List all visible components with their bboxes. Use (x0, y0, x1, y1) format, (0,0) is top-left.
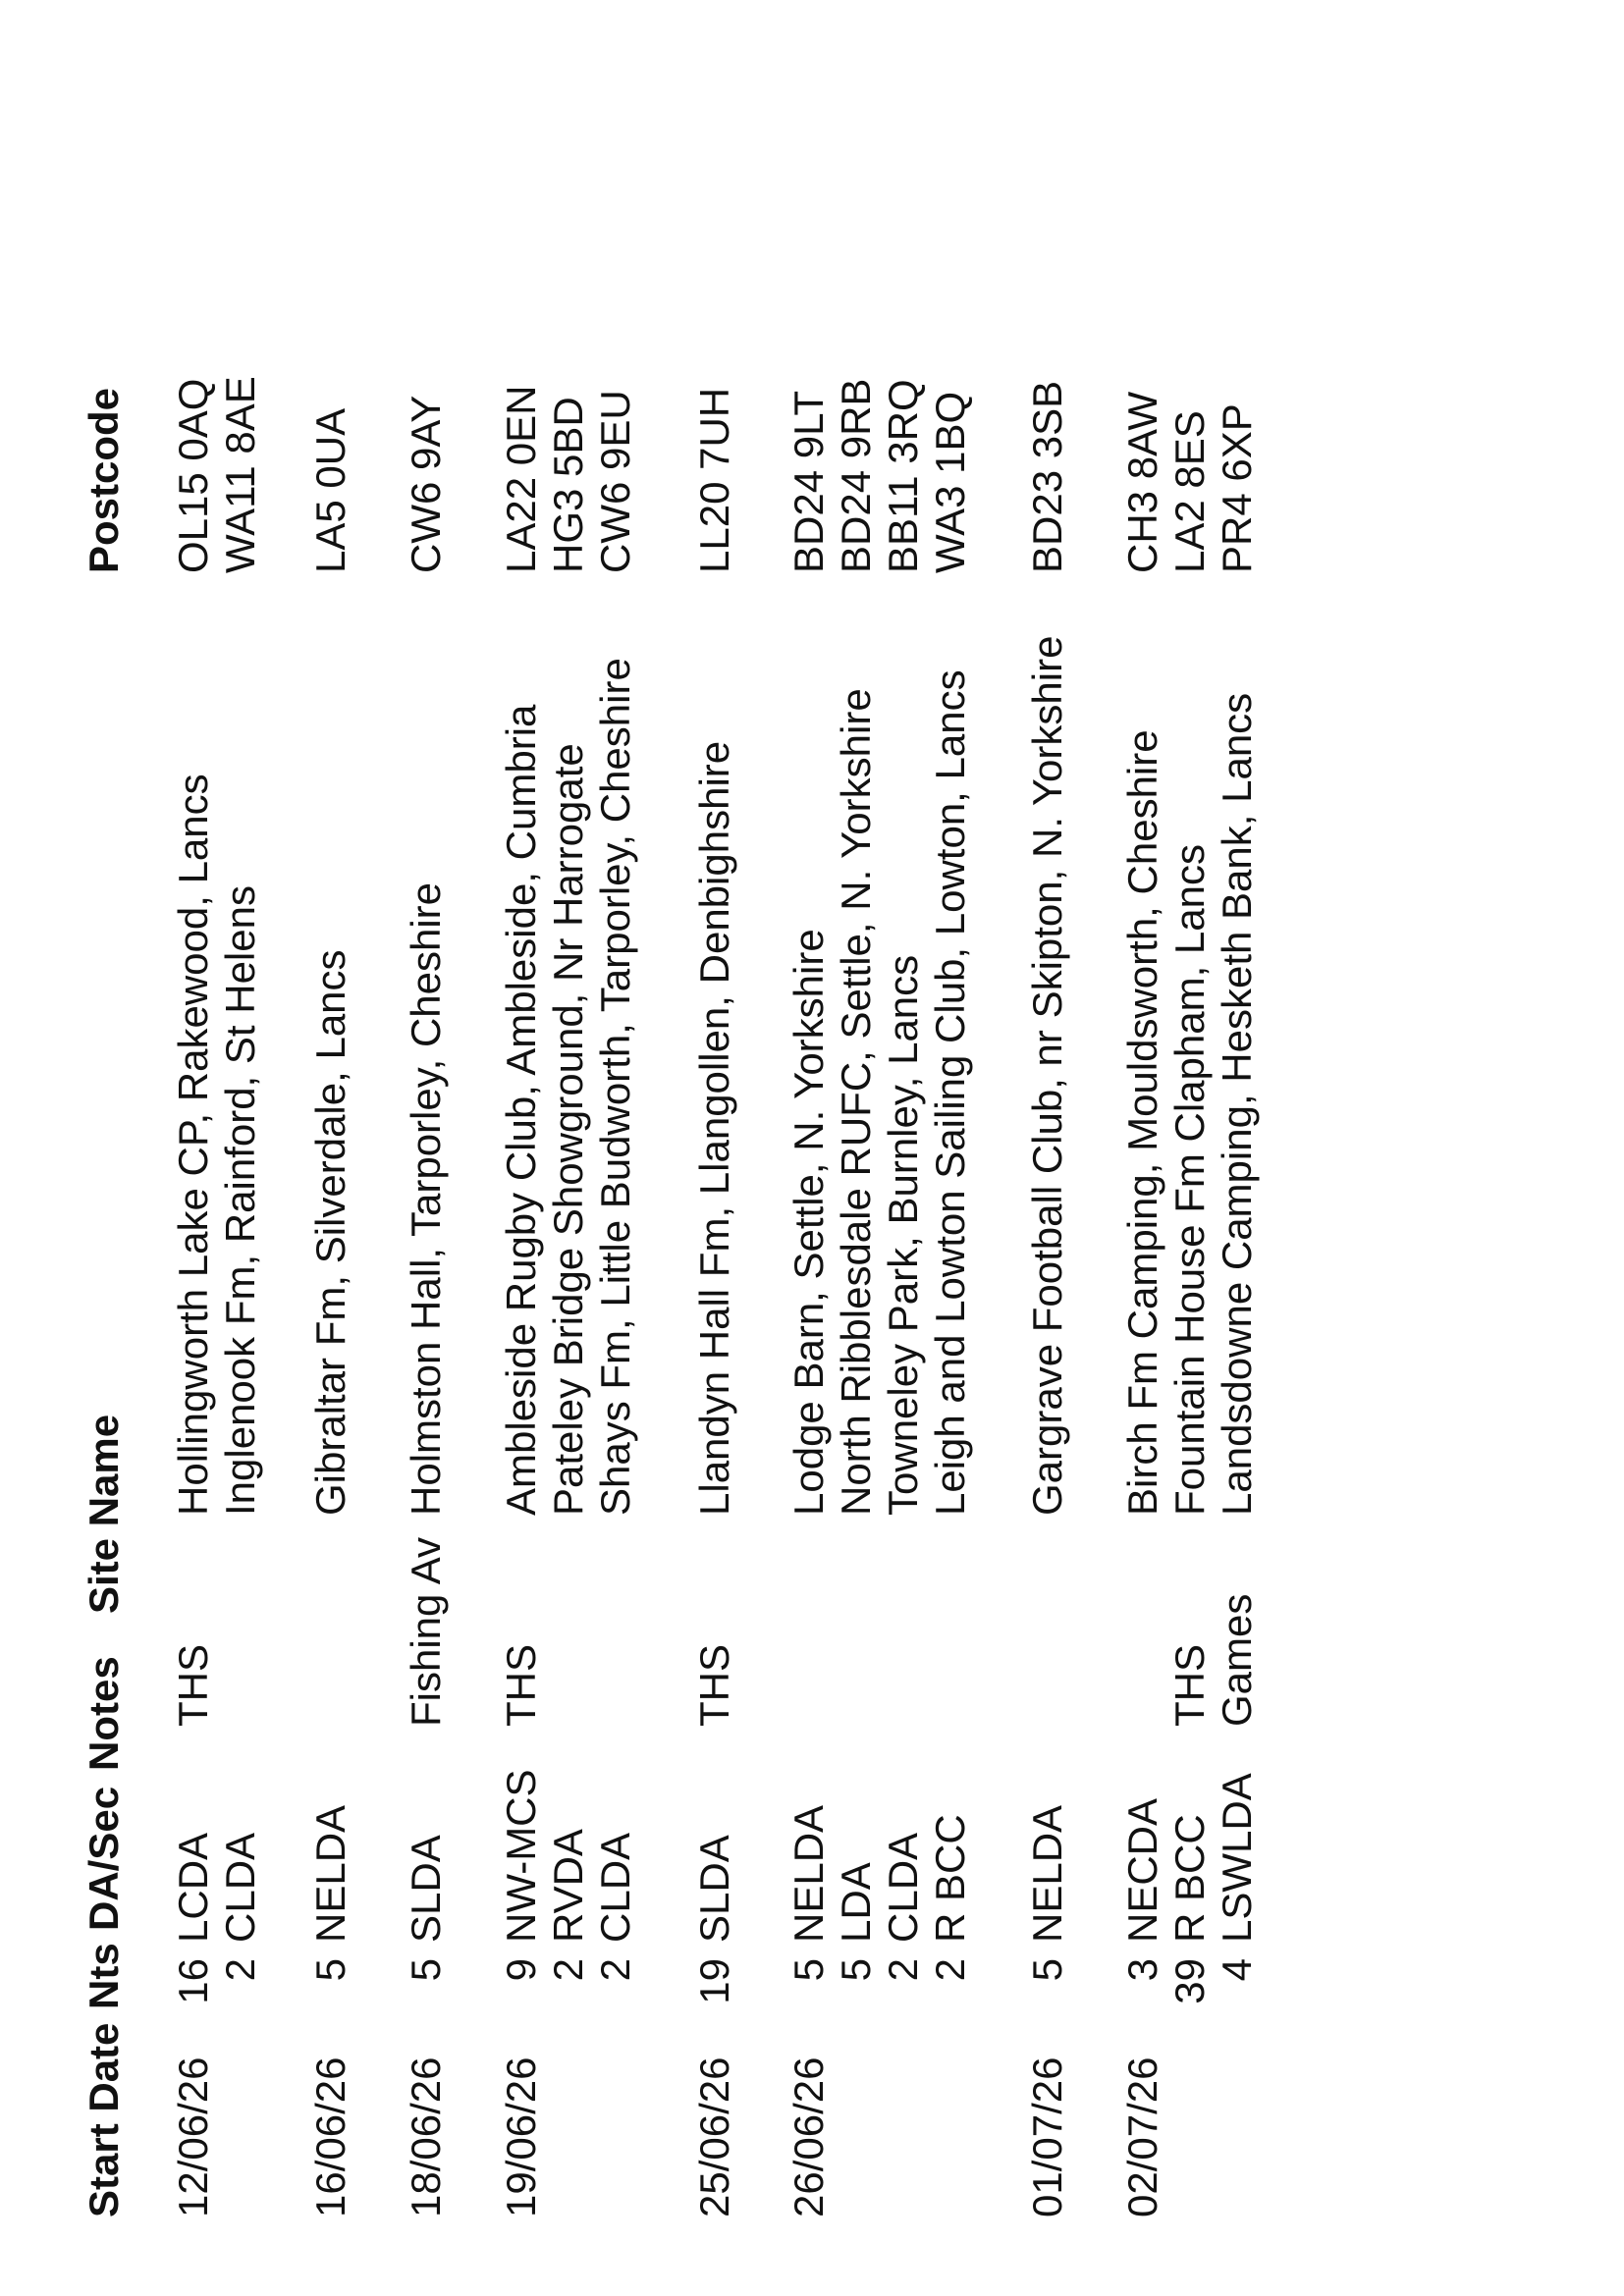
nights: 16 (170, 1958, 216, 2004)
da-section: LCDA (170, 1832, 216, 1943)
da-section: CLDA (592, 1832, 638, 1943)
site-name: Holmston Hall, Tarporley, Cheshire (403, 881, 449, 1516)
site-name: Fountain House Fm Clapham, Lancs (1166, 844, 1213, 1516)
nights: 5 (403, 1958, 449, 1982)
da-section: CLDA (880, 1832, 926, 1943)
start-date: 26/06/26 (785, 2056, 832, 2217)
da-section: NECDA (1119, 1797, 1165, 1943)
nights: 5 (307, 1958, 353, 1982)
notes: THS (498, 1644, 544, 1727)
start-date: 16/06/26 (307, 2056, 353, 2217)
site-name: Shays Fm, Little Budworth, Tarporley, Cheshire (592, 658, 638, 1516)
site-name: North Ribblesdale RUFC, Settle, N. Yorkshire (833, 688, 879, 1516)
nights: 4 (1214, 1958, 1260, 1982)
da-section: NELDA (307, 1804, 353, 1943)
site-name: Llandyn Hall Fm, Llangollen, Denbighshire (691, 740, 737, 1516)
da-section: LSWLDA (1214, 1773, 1260, 1943)
site-name: Hollingworth Lake CP, Rakewood, Lancs (170, 774, 216, 1516)
notes: THS (170, 1644, 216, 1727)
notes: Fishing Av (403, 1537, 449, 1727)
postcode: LL20 7UH (691, 387, 737, 573)
postcode: CW6 9AY (403, 395, 449, 573)
da-section: NW-MCS (498, 1769, 544, 1943)
da-section: RVDA (545, 1829, 591, 1943)
site-name: Lodge Barn, Settle, N. Yorkshire (785, 929, 832, 1516)
start-date: 18/06/26 (403, 2056, 449, 2217)
site-name: Gibraltar Fm, Silverdale, Lancs (307, 949, 353, 1516)
header-nts: Nts (81, 1943, 127, 2009)
nights: 2 (217, 1958, 263, 1982)
notes: Games (1214, 1593, 1260, 1727)
nights: 2 (880, 1958, 926, 1982)
nights: 2 (927, 1958, 973, 1982)
nights: 2 (592, 1958, 638, 1982)
da-section: NELDA (785, 1804, 832, 1943)
start-date: 19/06/26 (498, 2056, 544, 2217)
site-name: Landsdowne Camping, Hesketh Bank, Lancs (1214, 692, 1260, 1516)
notes: THS (1166, 1644, 1213, 1727)
da-section: LDA (833, 1862, 879, 1943)
postcode: BB11 3RQ (880, 379, 926, 573)
postcode: BD24 9LT (785, 391, 832, 573)
nights: 19 (691, 1958, 737, 2004)
header-postcode: Postcode (81, 387, 127, 573)
site-name: Birch Fm Camping, Mouldsworth, Cheshire (1119, 729, 1165, 1516)
postcode: LA5 0UA (307, 407, 353, 573)
nights: 3 (1119, 1958, 1165, 1982)
postcode: OL15 0AQ (170, 378, 216, 573)
site-name: Leigh and Lowton Sailing Club, Lowton, Lancs (927, 669, 973, 1516)
nights: 5 (785, 1958, 832, 1982)
site-name: Towneley Park, Burnley, Lancs (880, 954, 926, 1516)
header-start-date: Start Date (81, 2022, 127, 2217)
start-date: 25/06/26 (691, 2056, 737, 2217)
postcode: BD23 3SB (1024, 380, 1070, 573)
da-section: R BCC (1166, 1814, 1213, 1943)
header-notes: Notes (81, 1656, 127, 1771)
site-name: Gargrave Football Club, nr Skipton, N. Yorkshire (1024, 635, 1070, 1516)
postcode: CH3 8AW (1119, 391, 1165, 573)
postcode: CW6 9EU (592, 390, 638, 573)
postcode: PR4 6XP (1214, 403, 1260, 573)
da-section: CLDA (217, 1832, 263, 1943)
site-name: Inglenook Fm, Rainford, St Helens (217, 885, 263, 1516)
da-section: NELDA (1024, 1804, 1070, 1943)
nights: 5 (833, 1958, 879, 1982)
da-section: SLDA (691, 1835, 737, 1943)
postcode: BD24 9RB (833, 378, 879, 573)
start-date: 02/07/26 (1119, 2056, 1165, 2217)
nights: 2 (545, 1958, 591, 1982)
nights: 5 (1024, 1958, 1070, 1982)
header-da-sec: DA/Sec (81, 1786, 127, 1931)
postcode: HG3 5BD (545, 397, 591, 573)
notes: THS (691, 1644, 737, 1727)
header-site-name: Site Name (81, 1414, 127, 1614)
start-date: 01/07/26 (1024, 2056, 1070, 2217)
site-name: Pateley Bridge Showground, Nr Harrogate (545, 743, 591, 1516)
nights: 39 (1166, 1958, 1213, 2004)
postcode: LA22 0EN (498, 385, 544, 573)
start-date: 12/06/26 (170, 2056, 216, 2217)
da-section: R BCC (927, 1814, 973, 1943)
postcode: WA11 8AE (217, 376, 263, 573)
postcode: LA2 8ES (1166, 410, 1213, 573)
da-section: SLDA (403, 1835, 449, 1943)
nights: 9 (498, 1958, 544, 1982)
site-name: Ambleside Rugby Club, Ambleside, Cumbria (498, 704, 544, 1516)
postcode: WA3 1BQ (927, 391, 973, 573)
